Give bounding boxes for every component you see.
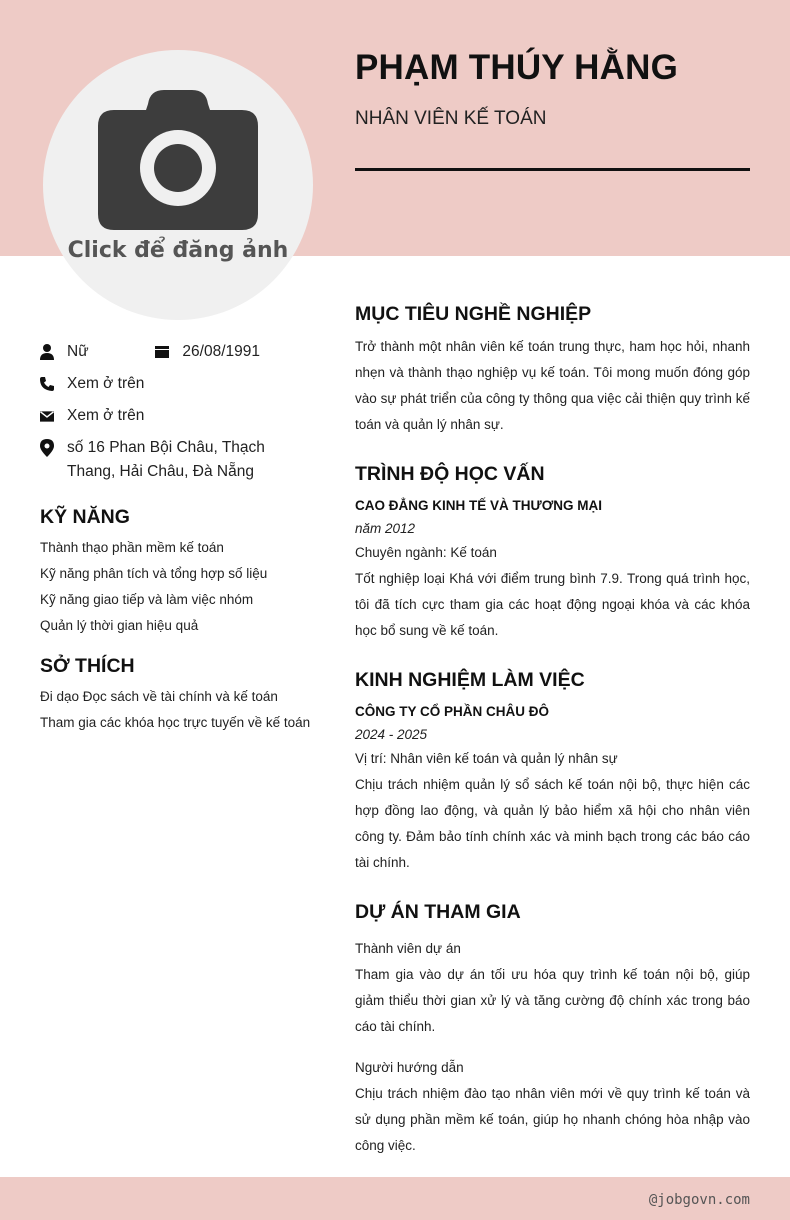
gender-value: Nữ — [67, 343, 89, 360]
work-period: 2024 - 2025 — [355, 727, 428, 742]
address-row — [40, 436, 316, 484]
calendar-icon — [155, 340, 169, 364]
footer-watermark: @jobgovn.com — [648, 1192, 750, 1208]
experience-heading: KINH NGHIỆM LÀM VIỆC — [355, 669, 585, 691]
hobbies-list — [40, 684, 316, 736]
location-pin-icon — [40, 436, 54, 460]
avatar-upload[interactable] — [43, 50, 313, 320]
candidate-name: PHẠM THÚY HẰNG — [355, 48, 678, 87]
position: Vị trí: Nhân viên kế toán và quản lý nhân sự — [355, 751, 618, 766]
email-row — [40, 404, 316, 428]
skill-item: Thành thạo phần mềm kế toán — [40, 540, 224, 555]
school-name: CAO ĐẲNG KINH TẾ VÀ THƯƠNG MẠI — [355, 498, 602, 513]
objective-heading: MỤC TIÊU NGHỀ NGHIỆP — [355, 303, 592, 325]
skills-heading: KỸ NĂNG — [40, 506, 130, 528]
project-description: Tham gia vào dự án tối ưu hóa quy trình kế toán nội bộ, giúp giảm thiểu thời gian xử lý và tăng cường độ chính xác trong báo cáo tài chính. — [355, 967, 750, 1034]
project-description: Chịu trách nhiệm đào tạo nhân viên mới về quy trình kế toán và sử dụng phần mềm kế toán, giúp họ nhanh chóng hòa nhập vào công việc. — [355, 1086, 750, 1153]
skill-item: Kỹ năng giao tiếp và làm việc nhóm — [40, 592, 254, 607]
hobby-item: Đi dạo Đọc sách về tài chính và kế toán — [40, 689, 278, 704]
photo-caption: Click để đăng ảnh — [67, 238, 289, 263]
objective-text: Trở thành một nhân viên kế toán trung thực, ham học hỏi, nhanh nhẹn và thành thạo nghiệp vụ kế toán. Tôi mong muốn đóng góp vào sự phát triển của công ty thông qua việc cải thiện quy trình kế toán và quản lý nhân sự. — [355, 339, 750, 432]
project-role: Thành viên dự án — [355, 941, 461, 956]
skills-list — [40, 535, 316, 639]
personal-info-row — [40, 340, 260, 364]
education-description: Tốt nghiệp loại Khá với điểm trung bình 7.9. Trong quá trình học, tôi đã tích cực tham gia các hoạt động ngoại khóa và các khóa học bổ sung về kế toán. — [355, 571, 750, 638]
right-column — [355, 300, 750, 1159]
camera-icon — [98, 90, 258, 230]
left-column — [40, 340, 316, 736]
phone-icon — [40, 372, 54, 396]
education-heading: TRÌNH ĐỘ HỌC VẤN — [355, 463, 545, 485]
birthdate-value: 26/08/1991 — [182, 343, 260, 360]
company-name: CÔNG TY CỔ PHẦN CHÂU ĐÔ — [355, 704, 550, 719]
skill-item: Kỹ năng phân tích và tổng hợp số liệu — [40, 566, 268, 581]
person-icon — [40, 340, 54, 364]
hobbies-heading: SỞ THÍCH — [40, 655, 135, 677]
title-divider — [355, 168, 750, 171]
experience-description: Chịu trách nhiệm quản lý sổ sách kế toán nội bộ, thực hiện các hợp đồng lao động, và quản lý bảo hiểm xã hội cho nhân viên công ty. Đảm bảo tính chính xác và minh bạch trong các báo cáo tài chính. — [355, 777, 750, 870]
phone-value: Xem ở trên — [67, 375, 145, 392]
address-value: số 16 Phan Bội Châu, Thạch Thang, Hải Châu, Đà Nẵng — [67, 439, 265, 480]
email-value: Xem ở trên — [67, 407, 145, 424]
graduation-year: năm 2012 — [355, 521, 416, 536]
job-title: NHÂN VIÊN KẾ TOÁN — [355, 108, 547, 129]
projects-heading: DỰ ÁN THAM GIA — [355, 901, 521, 923]
major: Chuyên ngành: Kế toán — [355, 545, 497, 560]
skill-item: Quản lý thời gian hiệu quả — [40, 618, 199, 633]
hobby-item: Tham gia các khóa học trực tuyến về kế toán — [40, 715, 311, 730]
email-icon — [40, 404, 54, 428]
phone-row — [40, 372, 316, 396]
project-role: Người hướng dẫn — [355, 1060, 464, 1075]
